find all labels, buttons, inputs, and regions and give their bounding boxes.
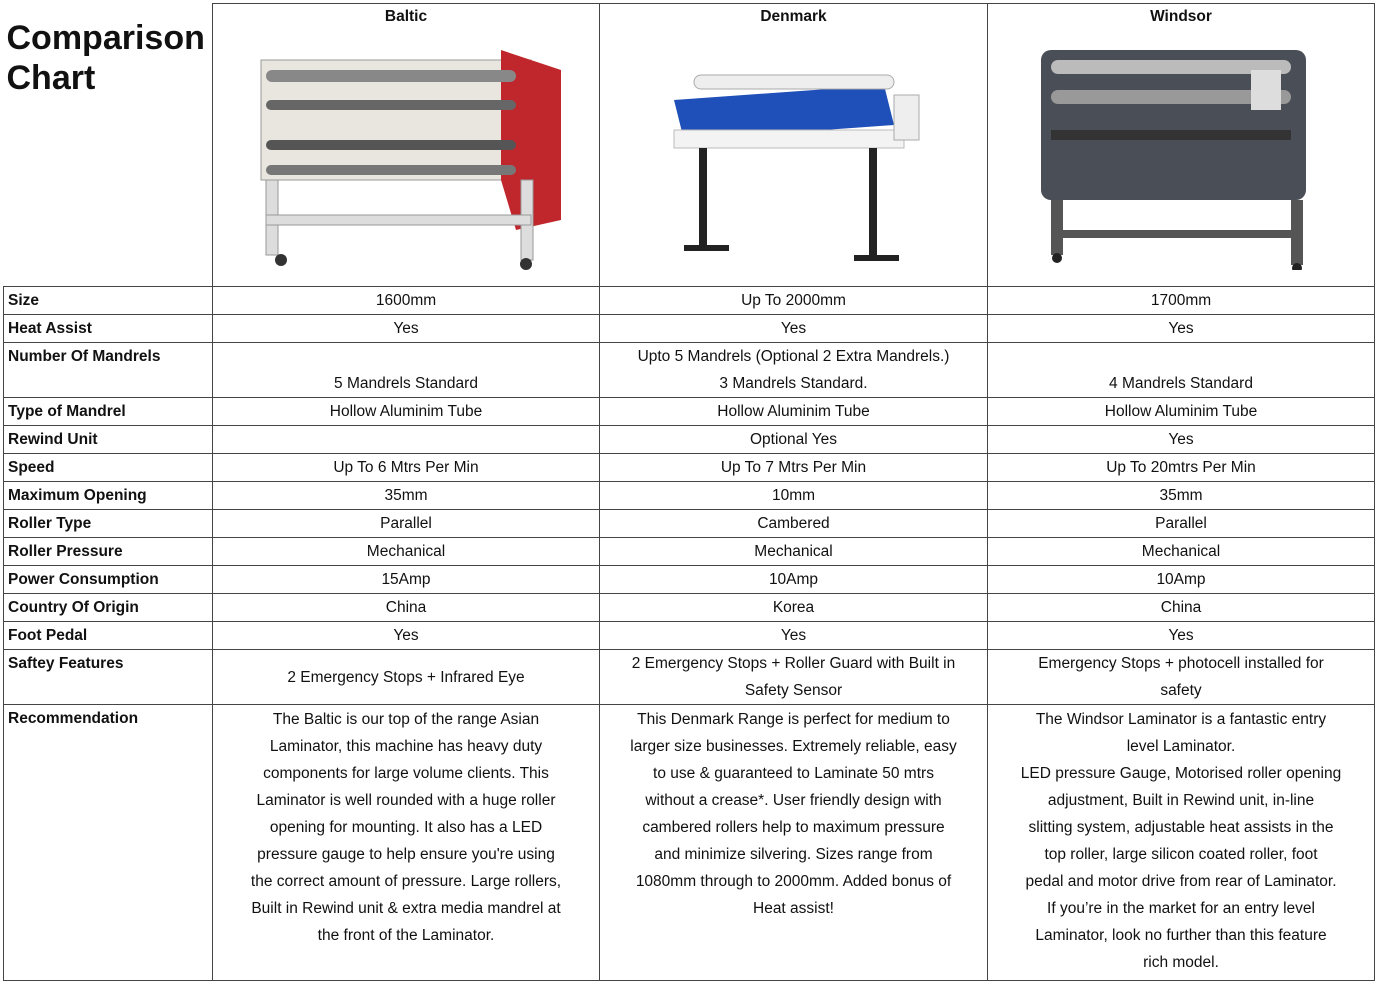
- cell-baltic: Parallel: [213, 510, 600, 538]
- cell-baltic: 35mm: [213, 482, 600, 510]
- cell-windsor: Mechanical: [988, 538, 1375, 566]
- windsor-laminator-image: [1021, 30, 1341, 270]
- row-label: Maximum Opening: [4, 482, 213, 510]
- cell-denmark: Up To 2000mm: [600, 287, 988, 315]
- cell-windsor: Parallel: [988, 510, 1375, 538]
- cell-denmark: Yes: [600, 622, 988, 650]
- cell-baltic: Hollow Aluminim Tube: [213, 398, 600, 426]
- cell-denmark: 2 Emergency Stops + Roller Guard with Built in Safety Sensor: [600, 650, 988, 705]
- product-name: Windsor: [1150, 8, 1212, 25]
- row-safety-features: [4, 650, 1375, 705]
- cell-windsor: Emergency Stops + photocell installed for safety: [988, 650, 1375, 705]
- denmark-laminator-image: [654, 30, 934, 270]
- row-speed: [4, 454, 1375, 482]
- row-label: Foot Pedal: [4, 622, 213, 650]
- cell-windsor: Yes: [988, 622, 1375, 650]
- page-title: Comparison Chart: [4, 4, 213, 287]
- cell-windsor: China: [988, 594, 1375, 622]
- row-label: Roller Pressure: [4, 538, 213, 566]
- cell-denmark: Cambered: [600, 510, 988, 538]
- cell-windsor: Up To 20mtrs Per Min: [988, 454, 1375, 482]
- cell-denmark: Up To 7 Mtrs Per Min: [600, 454, 988, 482]
- product-header-baltic: [213, 4, 600, 287]
- row-number-of-mandrels: [4, 343, 1375, 398]
- product-name: Denmark: [760, 8, 827, 25]
- cell-windsor: Hollow Aluminim Tube: [988, 398, 1375, 426]
- cell-windsor: 1700mm: [988, 287, 1375, 315]
- cell-windsor: 10Amp: [988, 566, 1375, 594]
- row-label: Roller Type: [4, 510, 213, 538]
- product-header-denmark: [600, 4, 988, 287]
- cell-denmark: Upto 5 Mandrels (Optional 2 Extra Mandrels.) 3 Mandrels Standard.: [600, 343, 988, 398]
- row-maximum-opening: [4, 482, 1375, 510]
- cell-denmark: Korea: [600, 594, 988, 622]
- row-label: Type of Mandrel: [4, 398, 213, 426]
- cell-baltic: Yes: [213, 315, 600, 343]
- cell-windsor: 35mm: [988, 482, 1375, 510]
- row-recommendation: [4, 705, 1375, 981]
- cell-denmark: Mechanical: [600, 538, 988, 566]
- row-power-consumption: [4, 566, 1375, 594]
- row-rewind-unit: [4, 426, 1375, 454]
- row-heat-assist: [4, 315, 1375, 343]
- baltic-laminator-image: [241, 30, 571, 270]
- cell-baltic: Yes: [213, 622, 600, 650]
- row-roller-type: [4, 510, 1375, 538]
- row-country-of-origin: [4, 594, 1375, 622]
- cell-denmark: Hollow Aluminim Tube: [600, 398, 988, 426]
- row-size: [4, 287, 1375, 315]
- cell-baltic: The Baltic is our top of the range Asian Laminator, this machine has heavy duty components for large volume clients. This Laminator is well rounded with a huge roller opening for mounting. It also has a LED pressure gauge to help ensure you're using the correct amount of pressure. Large rollers, Built in Rewind unit & extra media mandrel at the front of the Laminator.: [213, 705, 600, 981]
- cell-denmark: Optional Yes: [600, 426, 988, 454]
- cell-denmark: 10Amp: [600, 566, 988, 594]
- row-label: Rewind Unit: [4, 426, 213, 454]
- row-label: Saftey Features: [4, 650, 213, 705]
- cell-baltic: [213, 426, 600, 454]
- comparison-table: [3, 3, 1375, 981]
- header-row: [4, 4, 1375, 287]
- cell-windsor: Yes: [988, 426, 1375, 454]
- cell-windsor: Yes: [988, 315, 1375, 343]
- cell-baltic: Up To 6 Mtrs Per Min: [213, 454, 600, 482]
- product-header-windsor: [988, 4, 1375, 287]
- cell-baltic: China: [213, 594, 600, 622]
- row-label: Size: [4, 287, 213, 315]
- row-type-of-mandrel: [4, 398, 1375, 426]
- cell-windsor: The Windsor Laminator is a fantastic entry level Laminator. LED pressure Gauge, Motorised roller opening adjustment, Built in Rewind unit, in-line slitting system, adjustable heat assists in the top roller, large silicon coated roller, foot pedal and motor drive from rear of Laminator. If you’re in the market for an entry level Laminator, look no further than this feature rich model.: [988, 705, 1375, 981]
- cell-denmark: This Denmark Range is perfect for medium to larger size businesses. Extremely reliable, easy to use & guaranteed to Laminate 50 mtrs without a crease*. User friendly design with cambered rollers help to maximum pressure and minimize silvering. Sizes range from 1080mm through to 2000mm. Added bonus of Heat assist!: [600, 705, 988, 981]
- row-label: Power Consumption: [4, 566, 213, 594]
- cell-baltic: 5 Mandrels Standard: [213, 343, 600, 398]
- cell-baltic: 15Amp: [213, 566, 600, 594]
- product-name: Baltic: [384, 8, 428, 25]
- cell-baltic: 1600mm: [213, 287, 600, 315]
- row-roller-pressure: [4, 538, 1375, 566]
- cell-windsor: 4 Mandrels Standard: [988, 343, 1375, 398]
- cell-denmark: 10mm: [600, 482, 988, 510]
- cell-baltic: Mechanical: [213, 538, 600, 566]
- row-label: Number Of Mandrels: [4, 343, 213, 398]
- cell-baltic: 2 Emergency Stops + Infrared Eye: [213, 650, 600, 705]
- row-label: Heat Assist: [4, 315, 213, 343]
- cell-denmark: Yes: [600, 315, 988, 343]
- row-label: Recommendation: [4, 705, 213, 981]
- row-label: Country Of Origin: [4, 594, 213, 622]
- row-foot-pedal: [4, 622, 1375, 650]
- row-label: Speed: [4, 454, 213, 482]
